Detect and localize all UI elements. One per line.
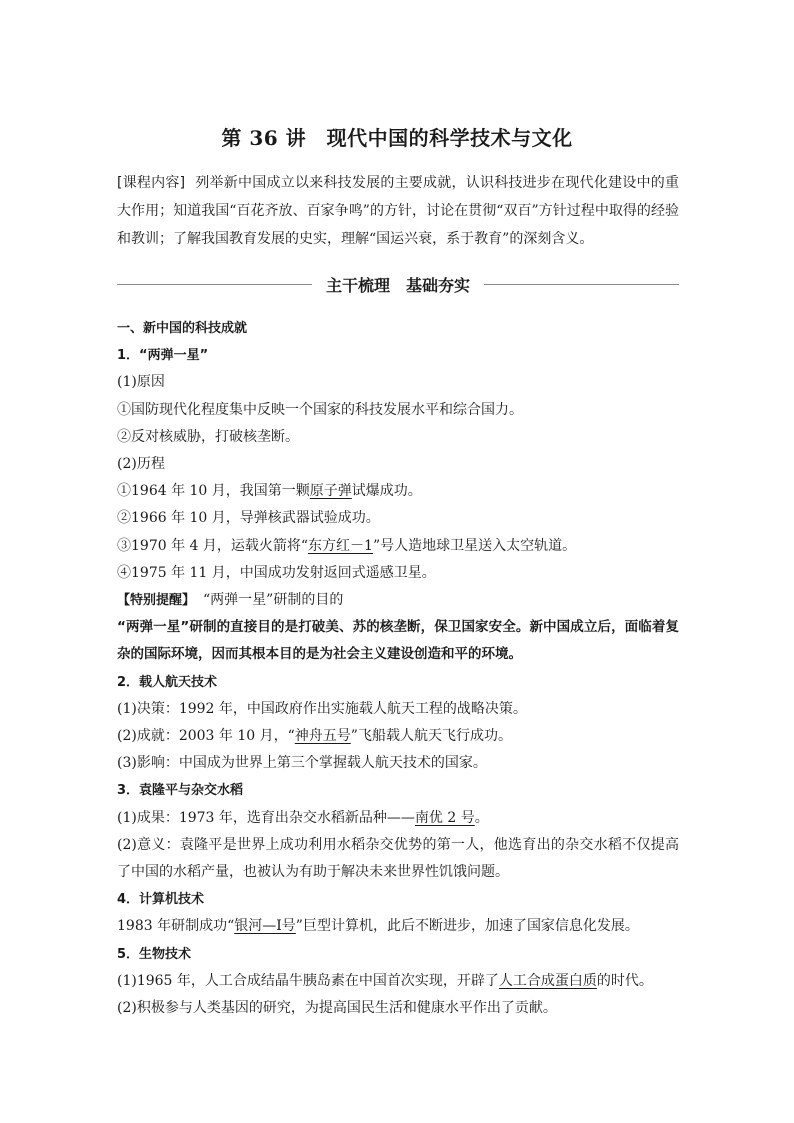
blank-answer: 神舟五号 (294, 728, 351, 745)
main-content (117, 315, 679, 1022)
list-item: (1)决策：1992 年，中国政府作出实施载人航天工程的战略决策。 (117, 700, 527, 717)
course-content-text: 列举新中国成立以来科技发展的主要成就，认识科技进步在现代化建设中的重大作用；知道我国“百花齐放、百家争鸣”的方针，讨论在贯彻“双百”方针过程中取得的经验和教训；了解我国教育发展的史实，理解“国运兴衰，系于教育”的深刻含义。 (117, 175, 679, 247)
divider-rule-right (484, 284, 679, 285)
process-item: ③1970 年 4 月，运载火箭将“东方红－1”号人造地球卫星送入太空轨道。 (117, 537, 577, 554)
section-heading: 一、新中国的科技成就 (117, 321, 248, 336)
section-divider (117, 272, 679, 296)
course-content-tag: [课程内容] (117, 175, 186, 191)
blank-answer: 人工合成蛋白质 (498, 972, 597, 989)
list-item: (1)1965 年，人工合成结晶牛胰岛素在中国首次实现，开辟了人工合成蛋白质的时代。 (117, 972, 653, 989)
process-label: (2)历程 (117, 456, 165, 473)
cause-item: ①国防现代化程度集中反映一个国家的科技发展水平和综合国力。 (117, 401, 523, 418)
special-note-title: “两弹一星”研制的目的 (203, 592, 344, 609)
subsection-heading-hybrid-rice: 3．袁隆平与杂交水稻 (117, 783, 244, 799)
blank-answer: 银河—Ⅰ号 (234, 918, 296, 935)
list-item: (2)意义：袁隆平是世界上成功利用水稻杂交优势的第一人，他选育出的杂交水稻不仅提高了中国的水稻产量，也被认为有助于解决未来世界性饥饿问题。 (117, 836, 679, 881)
subsection-heading-biotech: 5．生物技术 (117, 946, 192, 962)
process-item: ②1966 年 10 月，导弹核武器试验成功。 (117, 510, 380, 527)
blank-answer: 东方红－1 (308, 537, 373, 554)
divider-rule-left (117, 284, 312, 285)
course-content-intro (117, 169, 679, 253)
subsection-heading-computer: 4．计算机技术 (117, 892, 205, 908)
process-item: ①1964 年 10 月，我国第一颗原子弹试爆成功。 (117, 483, 422, 500)
special-note-tag: 【特别提醒】 (117, 593, 196, 609)
list-item: (3)影响：中国成为世界上第三个掌握载人航天技术的国家。 (117, 755, 487, 772)
list-item: (2)积极参与人类基因的研究，为提高国民生活和健康水平作出了贡献。 (117, 1000, 557, 1017)
list-item: (2)成就：2003 年 10 月，“神舟五号”飞船载人航天飞行成功。 (117, 728, 512, 745)
lesson-title: 第 36 讲 现代中国的科学技术与文化 (221, 126, 573, 150)
subsection-heading-spaceflight: 2．载人航天技术 (117, 674, 218, 690)
subsection-heading-two-bombs: 1．“两弹一星” (117, 348, 209, 364)
cause-label: (1)原因 (117, 374, 165, 391)
special-note-text: “两弹一星”研制的直接目的是打破美、苏的核垄断，保卫国家安全。新中国成立后，面临着复杂的国际环境，因而其根本目的是为社会主义建设创造和平的环境。 (117, 619, 679, 663)
paragraph: 1983 年研制成功“银河—Ⅰ号”巨型计算机，此后不断进步，加速了国家信息化发展。 (117, 918, 639, 935)
process-item: ④1975 年 11 月，中国成功发射返回式遥感卫星。 (117, 564, 436, 581)
blank-answer: 原子弹 (309, 483, 352, 500)
list-item: (1)成果：1973 年，选育出杂交水稻新品种——南优 2 号。 (117, 809, 489, 826)
blank-answer: 南优 2 号 (414, 809, 475, 826)
special-note-heading (117, 587, 679, 614)
section-title: 主干梳理 基础夯实 (326, 275, 471, 295)
cause-item: ②反对核威胁，打破核垄断。 (117, 428, 299, 445)
